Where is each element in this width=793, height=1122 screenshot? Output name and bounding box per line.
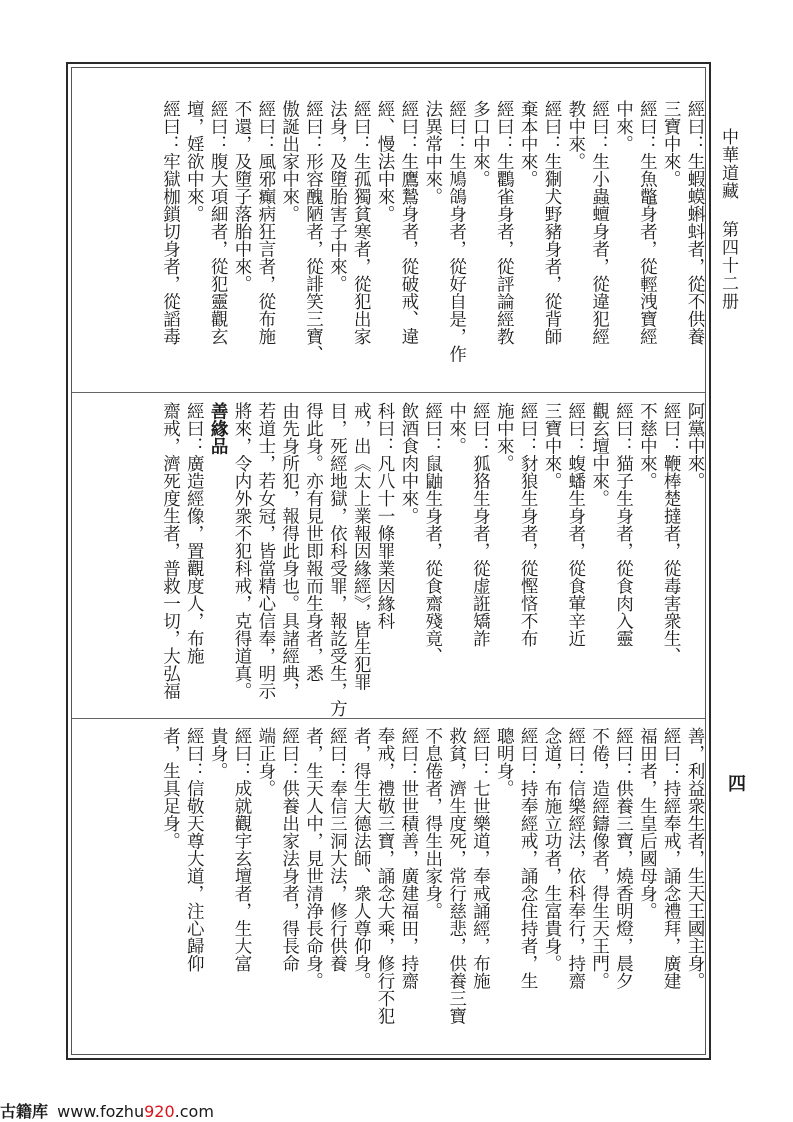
text-column: 不還，及墮子落胎中來。 bbox=[231, 100, 252, 293]
text-column: 不倦，造經鑄像者，得生天王門。 bbox=[589, 727, 610, 990]
text-column: 福田者，生皇后國母身。 bbox=[637, 727, 658, 920]
text-column: 經曰：鼠鼬生身者，從食齋殘竟、 bbox=[422, 402, 443, 665]
text-column: 者，生具足身。 bbox=[160, 727, 181, 850]
text-column: 經曰：鞭棒楚撻者，從毒害衆生、 bbox=[661, 402, 682, 665]
text-column: 經曰：生魚鼈身者，從輕洩寶經 bbox=[637, 100, 658, 345]
page-number: 四 bbox=[728, 774, 746, 795]
text-column: 施中來。 bbox=[494, 402, 515, 472]
text-column: 棄本中來。 bbox=[518, 100, 539, 188]
text-column: 若道士，若女冠，皆當精心信奉，明示 bbox=[255, 402, 276, 700]
text-column: 經曰：持奉經戒，誦念住持者，生 bbox=[518, 727, 539, 990]
text-column: 奉戒，禮敬三寶，誦念大乘，修行不犯 bbox=[375, 727, 396, 1025]
site-url[interactable] bbox=[57, 1102, 214, 1121]
text-column: 經曰：廣造經像，置觀度人，布施 bbox=[184, 402, 205, 665]
text-column: 者，得生大德法師、衆人尊仰身。 bbox=[351, 727, 372, 990]
volume-label: 第四十二册 bbox=[718, 220, 738, 311]
text-column: 貴身。 bbox=[208, 727, 229, 780]
text-column: 救貧，濟生度死，常行慈悲，供養三寶 bbox=[446, 727, 467, 1025]
text-column: 經曰：狐狢生身者，從虚誑矯詐 bbox=[470, 402, 491, 647]
text-column: 經曰：生蝦蟆蝌蚪者，從不供養 bbox=[685, 100, 705, 345]
text-column: 經曰：形容醜陋者，從誹笑三寶、 bbox=[303, 100, 324, 363]
running-header bbox=[716, 128, 741, 310]
text-column: 得此身。亦有見世即報而生身者，悉 bbox=[303, 402, 324, 682]
text-column: 聰明身。 bbox=[494, 727, 515, 797]
text-column: 多口中來。 bbox=[470, 100, 491, 188]
text-column: 善，利益衆生者，生天王國主身。 bbox=[685, 727, 705, 990]
text-band-middle bbox=[158, 402, 706, 722]
text-column: 經曰：供養出家法身者，得長命 bbox=[279, 727, 300, 972]
text-column: 經曰：生鸜雀身者，從評論經教 bbox=[494, 100, 515, 345]
text-column: 念道，布施立功者，生富貴身。 bbox=[541, 727, 562, 972]
text-column: 經曰：生鷹鷙身者，從破戒、違 bbox=[398, 100, 419, 345]
text-column: 不慈中來。 bbox=[637, 402, 658, 490]
text-column: 經曰：生鳩鴿身者，從好自是，作 bbox=[446, 100, 467, 363]
text-column: 經曰：奉信三洞大法，修行供養 bbox=[327, 727, 348, 972]
text-column: 將來，令内外衆不犯科戒，克得道真。 bbox=[231, 402, 252, 700]
text-column: 壇，婬欲中來。 bbox=[184, 100, 205, 223]
book-title: 中華道藏 bbox=[718, 128, 738, 200]
text-column: 經曰：成就觀宇玄壇者，生大富 bbox=[231, 727, 252, 972]
text-band-top bbox=[158, 100, 706, 420]
text-column: 科曰：凡八十一條罪業因緣科 bbox=[375, 402, 396, 630]
text-column: 法異常中來。 bbox=[422, 100, 443, 205]
text-column: 端正身。 bbox=[255, 727, 276, 797]
text-column: 傲誕出家中來。 bbox=[279, 100, 300, 223]
text-column: 經曰：風邪癲病狂言者，從布施 bbox=[255, 100, 276, 345]
text-column: 法身，及墮胎害子中來。 bbox=[327, 100, 348, 293]
text-column: 三寶中來。 bbox=[541, 402, 562, 490]
text-column: 經曰：蝮蟠生身者，從食葷辛近 bbox=[565, 402, 586, 647]
site-name: 古籍库 bbox=[0, 1102, 49, 1121]
text-column: 目，死經地獄，依科受罪，報訖受生，方 bbox=[327, 402, 348, 717]
text-band-bottom bbox=[158, 727, 706, 1047]
watermark-footer bbox=[0, 1102, 214, 1122]
text-column: 經、慢法中來。 bbox=[375, 100, 396, 223]
text-column: 三寶中來。 bbox=[661, 100, 682, 188]
text-column: 經曰：世世積善，廣建福田，持齋 bbox=[398, 727, 419, 990]
text-column: 者，生天人中，見世清浄長命身。 bbox=[303, 727, 324, 990]
text-column: 飲酒食肉中來。 bbox=[398, 402, 419, 525]
text-column: 戒，出《太上業報因緣經》，皆生犯罪 bbox=[351, 402, 372, 691]
text-column: 善緣品 bbox=[208, 402, 229, 455]
text-column: 經曰：供養三寶，燒香明燈，晨夕 bbox=[613, 727, 634, 990]
text-column: 中來。 bbox=[446, 402, 467, 455]
text-column: 經曰：信樂經法，依科奉行，持齋 bbox=[565, 727, 586, 990]
text-column: 中來。 bbox=[613, 100, 634, 153]
text-column: 經曰：生猘犬野豬身者，從背師 bbox=[541, 100, 562, 345]
text-column: 齋戒，濟死度生者，普救一切，大弘福 bbox=[160, 402, 181, 700]
text-column: 經曰：生孤獨貧寒者，從犯出家 bbox=[351, 100, 372, 345]
text-column: 教中來。 bbox=[565, 100, 586, 170]
text-column: 經曰：豺狼生身者，從慳悋不布 bbox=[518, 402, 539, 647]
text-column: 由先身所犯，報得此身也。具諸經典， bbox=[279, 402, 300, 700]
text-column: 不息倦者，得生出家身。 bbox=[422, 727, 443, 920]
text-column: 經曰：猫子生身者，從食肉入靈 bbox=[613, 402, 634, 647]
text-column: 經曰：腹大項細者，從犯靈觀玄 bbox=[208, 100, 229, 345]
text-column: 經曰：信敬天尊大道，注心歸仰 bbox=[184, 727, 205, 972]
text-column: 經曰：持經奉戒，誦念禮拜，廣建 bbox=[661, 727, 682, 990]
text-column: 經曰：生小蟲蟺身者，從違犯經 bbox=[589, 100, 610, 345]
text-column: 阿黨中來。 bbox=[685, 402, 705, 490]
text-column: 經曰：七世樂道，奉戒誦經，布施 bbox=[470, 727, 491, 990]
text-column: 觀玄壇中來。 bbox=[589, 402, 610, 507]
url-suffix: .com bbox=[174, 1102, 214, 1121]
text-column: 經曰：牢獄枷鎖切身者，從謟毒 bbox=[160, 100, 181, 345]
url-number: 920 bbox=[144, 1102, 175, 1121]
url-prefix: www.fozhu bbox=[57, 1102, 145, 1121]
